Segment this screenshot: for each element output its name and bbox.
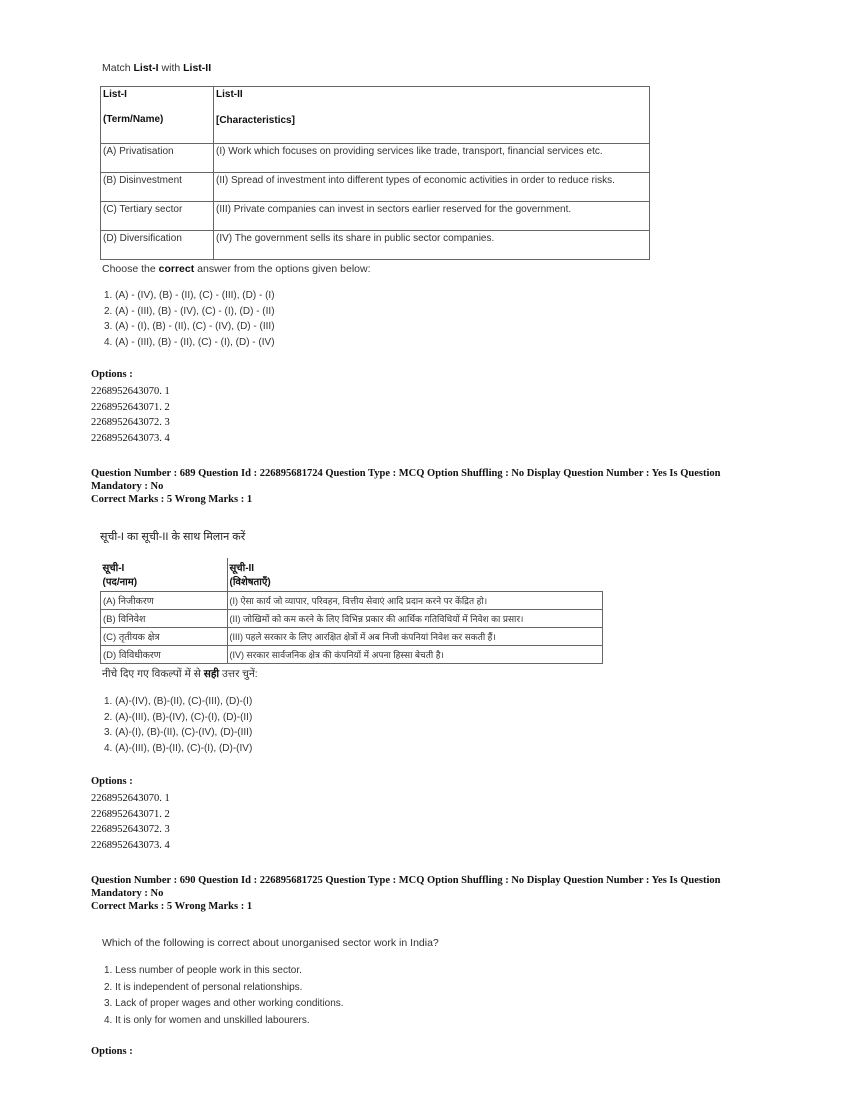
table-row bbox=[101, 609, 603, 627]
question-meta-line: Question Number : 690 Question Id : 226895681725 Question Type : MCQ Option Shuffling : No Display Question Number : Yes Is Question bbox=[91, 875, 721, 886]
table-cell-characteristic: (III) Private companies can invest in sectors earlier reserved for the government. bbox=[214, 202, 650, 231]
q688-match-table bbox=[100, 86, 650, 260]
table-row bbox=[101, 591, 603, 609]
question-meta-line: Correct Marks : 5 Wrong Marks : 1 bbox=[91, 494, 253, 505]
answer-option: 2. (A)-(III), (B)-(IV), (C)-(I), (D)-(II) bbox=[104, 711, 253, 723]
option-id: 2268952643073. 4 bbox=[91, 432, 170, 444]
answer-option: 1. (A)-(IV), (B)-(II), (C)-(III), (D)-(I) bbox=[104, 696, 253, 707]
table-row bbox=[101, 231, 650, 260]
question-meta-line: Correct Marks : 5 Wrong Marks : 1 bbox=[91, 901, 253, 912]
q689-match-table bbox=[100, 558, 603, 664]
option-id: 2268952643070. 1 bbox=[91, 386, 170, 397]
answer-option: 1. (A) - (IV), (B) - (II), (C) - (III), (D) - (I) bbox=[104, 290, 275, 301]
question-meta-line: Mandatory : No bbox=[91, 888, 164, 899]
table-cell-characteristic: (I) ऐसा कार्य जो व्यापार, परिवहन, वित्तीय सेवाएं आदि प्रदान करने पर केंद्रित हो। bbox=[227, 591, 603, 609]
option-id: 2268952643072. 3 bbox=[91, 417, 170, 428]
q688-options-label: Options : bbox=[91, 369, 133, 380]
table-cell-term: (A) निजीकरण bbox=[101, 591, 228, 609]
q689-options-label: Options : bbox=[91, 776, 133, 787]
answer-option: 3. Lack of proper wages and other working conditions. bbox=[104, 998, 344, 1009]
q690-meta bbox=[91, 874, 721, 913]
table-cell-term: (C) तृतीयक क्षेत्र bbox=[101, 627, 228, 645]
option-id: 2268952643070. 1 bbox=[91, 793, 170, 804]
table-cell-term: (B) Disinvestment bbox=[101, 173, 214, 202]
q689-col1-header: सूची-I (पद/नाम) bbox=[101, 558, 228, 591]
table-cell-term: (C) Tertiary sector bbox=[101, 202, 214, 231]
table-cell-characteristic: (IV) सरकार सार्वजनिक क्षेत्र की कंपनियों में अपना हिस्सा बेचती है। bbox=[227, 645, 603, 663]
q688-choose-instruction: Choose the correct answer from the options given below: bbox=[102, 263, 371, 275]
q689-prompt: सूची-I का सूची-II के साथ मिलान करें bbox=[100, 531, 246, 543]
table-cell-term: (A) Privatisation bbox=[101, 144, 214, 173]
answer-option: 1. Less number of people work in this sector. bbox=[104, 965, 302, 976]
answer-option: 3. (A)-(I), (B)-(II), (C)-(IV), (D)-(III) bbox=[104, 727, 253, 738]
q689-choose-instruction: नीचे दिए गए विकल्पों में से सही उत्तर चुनें: bbox=[102, 668, 258, 680]
table-row bbox=[101, 627, 603, 645]
option-id: 2268952643071. 2 bbox=[91, 808, 170, 820]
question-meta-line: Question Number : 689 Question Id : 226895681724 Question Type : MCQ Option Shuffling : No Display Question Number : Yes Is Question bbox=[91, 468, 721, 479]
option-id: 2268952643073. 4 bbox=[91, 839, 170, 851]
table-cell-term: (D) Diversification bbox=[101, 231, 214, 260]
q688-col1-header: List-I (Term/Name) bbox=[101, 87, 214, 144]
question-meta-line: Mandatory : No bbox=[91, 481, 164, 492]
q690-options-label: Options : bbox=[91, 1046, 133, 1057]
table-row bbox=[101, 144, 650, 173]
table-cell-characteristic: (II) Spread of investment into different types of economic activities in order to reduce risks. bbox=[214, 173, 650, 202]
q689-answer-list bbox=[104, 694, 252, 756]
answer-option: 2. It is independent of personal relationships. bbox=[104, 981, 303, 993]
q688-option-ids bbox=[91, 384, 170, 446]
option-id: 2268952643072. 3 bbox=[91, 824, 170, 835]
table-row bbox=[101, 202, 650, 231]
table-cell-characteristic: (IV) The government sells its share in public sector companies. bbox=[214, 231, 650, 260]
q688-answer-list bbox=[104, 288, 275, 350]
answer-option: 4. (A)-(III), (B)-(II), (C)-(I), (D)-(IV) bbox=[104, 742, 253, 754]
table-cell-characteristic: (II) जोखिमों को कम करने के लिए विभिन्न प्रकार की आर्थिक गतिविधियों में निवेश का प्रसार। bbox=[227, 609, 603, 627]
q690-answer-list bbox=[104, 963, 344, 1029]
q688-col2-header: List-II [Characteristics] bbox=[214, 87, 650, 144]
table-cell-characteristic: (I) Work which focuses on providing services like trade, transport, financial services etc. bbox=[214, 144, 650, 173]
q690-prompt: Which of the following is correct about unorganised sector work in India? bbox=[102, 937, 439, 949]
q688-prompt: Match List-I with List-II bbox=[102, 62, 212, 74]
table-cell-characteristic: (III) पहले सरकार के लिए आरक्षित क्षेत्रों में अब निजी कंपनियां निवेश कर सकती हैं। bbox=[227, 627, 603, 645]
table-cell-term: (B) विनिवेश bbox=[101, 609, 228, 627]
table-cell-term: (D) विविधीकरण bbox=[101, 645, 228, 663]
table-row bbox=[101, 645, 603, 663]
q689-meta bbox=[91, 467, 721, 506]
answer-option: 4. It is only for women and unskilled labourers. bbox=[104, 1014, 310, 1026]
table-row bbox=[101, 173, 650, 202]
q689-option-ids bbox=[91, 791, 170, 853]
q689-col2-header: सूची-II (विशेषताएँ) bbox=[227, 558, 603, 591]
answer-option: 3. (A) - (I), (B) - (II), (C) - (IV), (D) - (III) bbox=[104, 321, 275, 332]
answer-option: 4. (A) - (III), (B) - (II), (C) - (I), (D) - (IV) bbox=[104, 336, 275, 348]
option-id: 2268952643071. 2 bbox=[91, 401, 170, 413]
answer-option: 2. (A) - (III), (B) - (IV), (C) - (I), (D) - (II) bbox=[104, 305, 275, 317]
